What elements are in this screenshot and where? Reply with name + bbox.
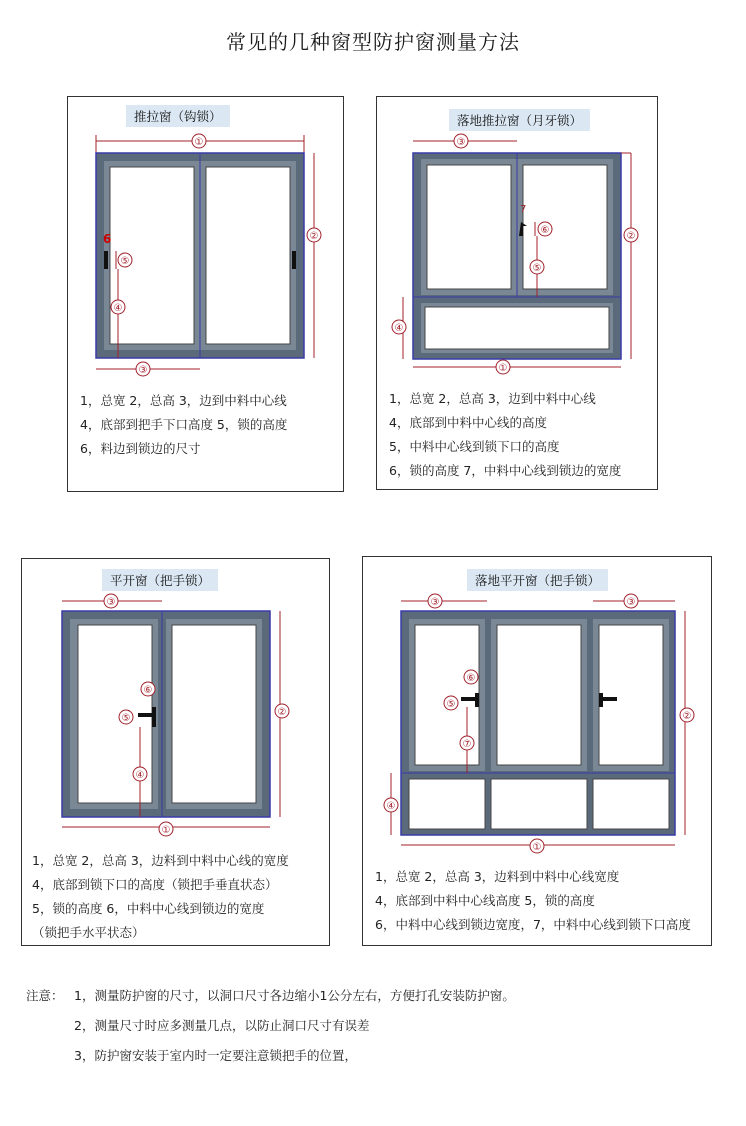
- floor-sliding-window-diagram: [377, 97, 659, 377]
- marker-4: ④: [113, 303, 123, 314]
- marker-6: ⑥: [466, 673, 476, 684]
- marker-1: ①: [161, 825, 171, 836]
- panel-description: [375, 865, 691, 937]
- marker-6: ⑥: [540, 225, 550, 236]
- marker-6: 6: [103, 232, 112, 246]
- panel-floor-sliding-window: [376, 96, 658, 490]
- panel-label: 推拉窗（钩锁）: [126, 105, 230, 127]
- casement-window-diagram: [22, 559, 331, 849]
- panel-floor-casement-window: [362, 556, 712, 946]
- marker-5: ⑤: [532, 263, 542, 274]
- floor-casement-window-diagram: [363, 557, 713, 857]
- description-line: （锁把手水平状态）: [32, 925, 145, 940]
- marker-4: ④: [135, 770, 145, 781]
- notes-prefix: 注意：: [26, 988, 64, 1003]
- panel-description: [32, 849, 289, 945]
- marker-3-right: ③: [626, 597, 636, 608]
- marker-2: ②: [309, 231, 319, 242]
- panel-sliding-window: [67, 96, 344, 492]
- description-line: 4，底部到中料中心线的高度: [389, 415, 547, 430]
- panel-description: [80, 389, 287, 461]
- note-item: 2，测量尺寸时应多测量几点，以防止洞口尺寸有误差: [74, 1018, 370, 1033]
- marker-3: ③: [106, 597, 116, 608]
- description-line: 5，中料中心线到锁下口的高度: [389, 439, 560, 454]
- description-line: 4，底部到把手下口高度 5，锁的高度: [80, 417, 288, 432]
- description-line: 1，总宽 2，总高 3，边料到中料中心线宽度: [375, 869, 620, 884]
- panel-label: 落地平开窗（把手锁）: [467, 569, 608, 591]
- description-line: 6，中料中心线到锁边宽度，7，中料中心线到锁下口高度: [375, 917, 691, 932]
- marker-1: ①: [498, 363, 508, 374]
- description-line: 6，锁的高度 7，中料中心线到锁边的宽度: [389, 463, 622, 478]
- marker-2: ②: [682, 711, 692, 722]
- panel-label: 平开窗（把手锁）: [102, 569, 218, 591]
- marker-5: ⑤: [446, 699, 456, 710]
- marker-2: ②: [626, 231, 636, 242]
- note-item: 3，防护窗安装于室内时一定要注意锁把手的位置，: [74, 1048, 357, 1063]
- page-title: 常见的几种窗型防护窗测量方法: [226, 30, 520, 54]
- marker-5: ⑤: [120, 256, 130, 267]
- description-line: 1，总宽 2，总高 3，边到中料中心线: [80, 393, 287, 408]
- description-line: 4，底部到中料中心线高度 5，锁的高度: [375, 893, 595, 908]
- description-line: 1，总宽 2，总高 3，边料到中料中心线的宽度: [32, 853, 289, 868]
- notes: [26, 986, 726, 1076]
- marker-1: ①: [194, 137, 204, 148]
- panel-label: 落地推拉窗（月牙锁）: [449, 109, 590, 131]
- marker-7: 7: [520, 204, 527, 215]
- marker-7: ⑦: [462, 739, 472, 750]
- marker-2: ②: [277, 707, 287, 718]
- sliding-window-diagram: [68, 97, 345, 387]
- marker-1: ①: [532, 842, 542, 853]
- marker-4: ④: [386, 801, 396, 812]
- marker-3: ③: [456, 137, 466, 148]
- panel-description: [389, 387, 621, 483]
- note-item: 1，测量防护窗的尺寸，以洞口尺寸各边缩小1公分左右，方便打孔安装防护窗。: [74, 988, 515, 1003]
- description-line: 4，底部到锁下口的高度（锁把手垂直状态）: [32, 877, 278, 892]
- marker-6: ⑥: [143, 685, 153, 696]
- description-line: 1，总宽 2，总高 3，边到中料中心线: [389, 391, 596, 406]
- marker-3: ③: [138, 365, 148, 376]
- description-line: 6，料边到锁边的尺寸: [80, 441, 201, 456]
- marker-3: ③: [430, 597, 440, 608]
- marker-4: ④: [394, 323, 404, 334]
- marker-5: ⑤: [121, 713, 131, 724]
- description-line: 5，锁的高度 6，中料中心线到锁边的宽度: [32, 901, 265, 916]
- panel-casement-window: [21, 558, 330, 946]
